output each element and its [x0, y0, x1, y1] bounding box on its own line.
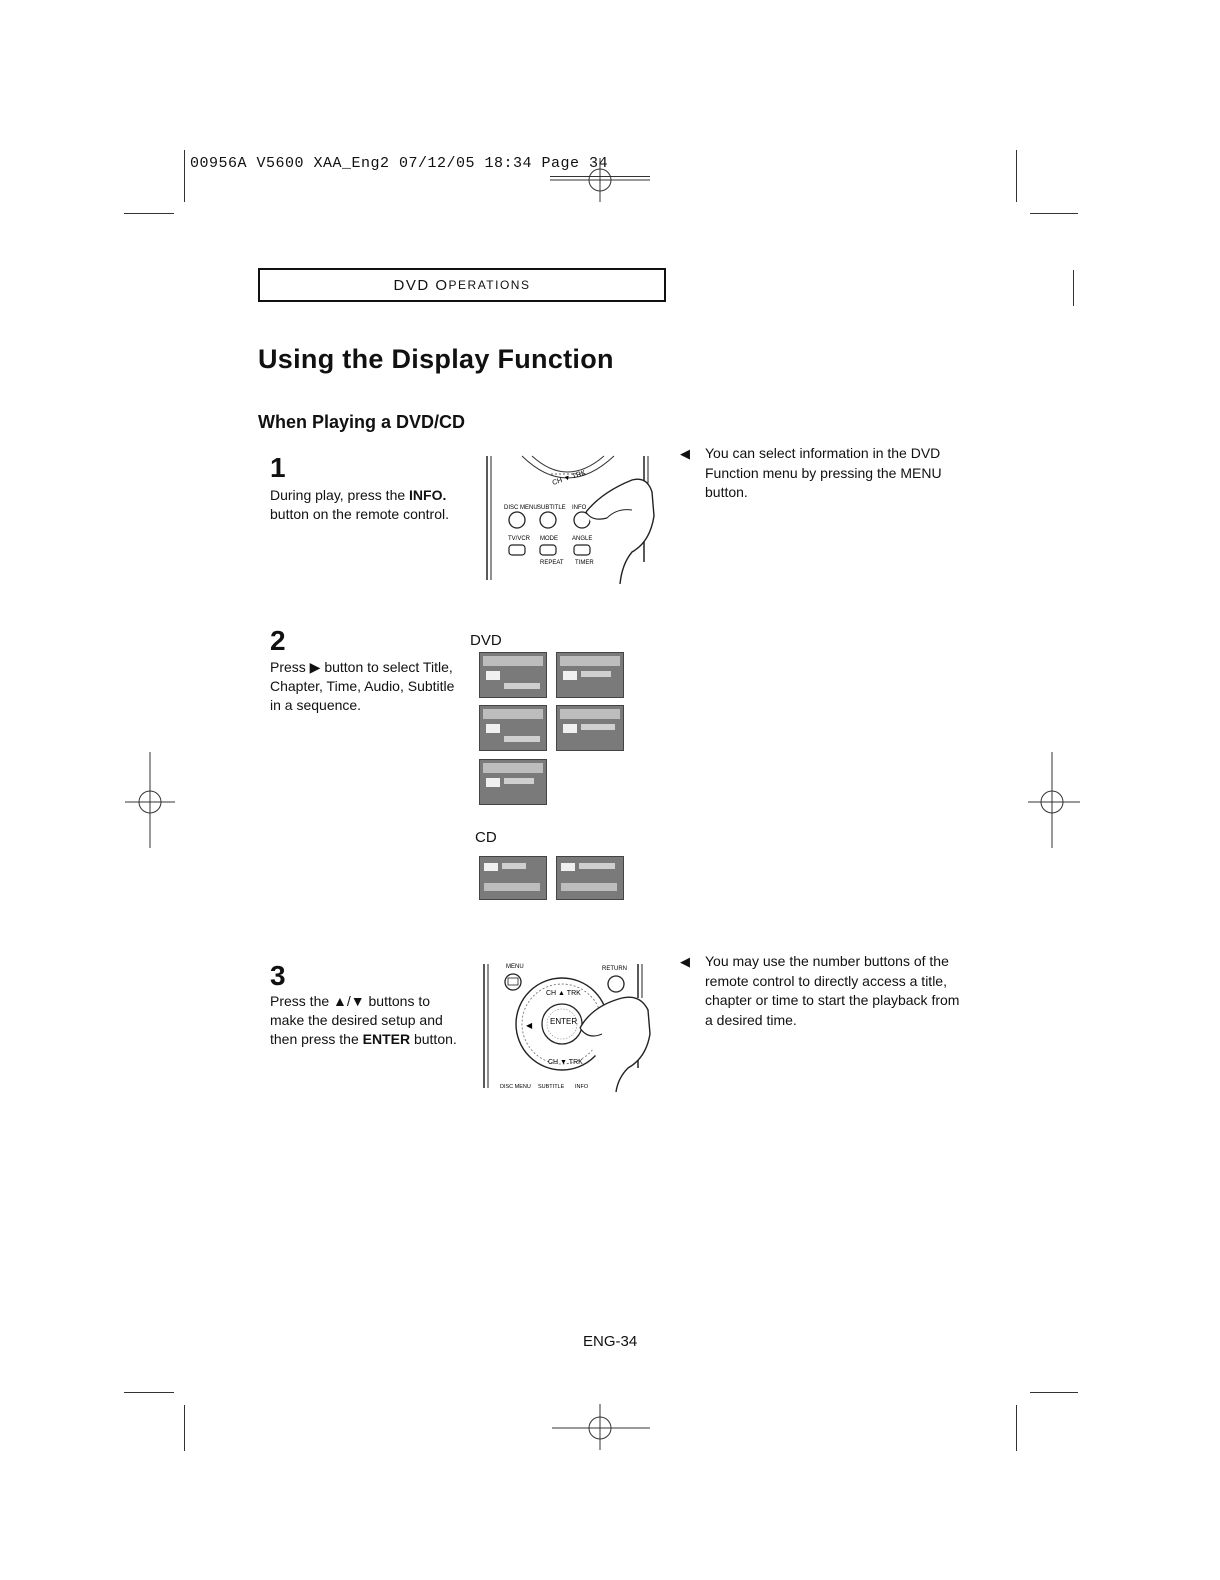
remote-subtitle-label-2: SUBTITLE: [538, 1084, 565, 1090]
crop-mark: [1016, 150, 1017, 202]
note-2: [680, 952, 960, 1030]
finger-icon: [586, 479, 654, 584]
section-header-cap: O: [435, 276, 449, 294]
step-3-text-b: button.: [410, 1031, 457, 1047]
remote-info-label: INFO: [572, 505, 587, 511]
note-2-text: You may use the number buttons of the remote control to directly access a title, chapter or time to start the playback from a desired time.: [705, 953, 960, 1028]
left-arrow-icon: ◀: [526, 1021, 533, 1030]
remote-angle-label: ANGLE: [572, 536, 593, 542]
remote-info-illustration: [482, 452, 662, 584]
remote-ch-down-label: CH ▼ TRK: [551, 469, 587, 487]
remote-mode-label: MODE: [540, 536, 558, 542]
crop-mark: [124, 213, 174, 214]
step-3-text: [270, 992, 468, 1049]
dvd-screen-title: [479, 652, 547, 698]
step-3-bold: ENTER: [362, 1031, 411, 1047]
section-header: [258, 268, 666, 302]
finger-icon: [580, 997, 650, 1092]
remote-enter-label: ENTER: [550, 1017, 578, 1026]
step-2-number: 2: [270, 625, 286, 656]
print-header: 00956A V5600 XAA_Eng2 07/12/05 18:34 Page 34: [190, 155, 609, 172]
step-1-text-b: button on the remote control.: [270, 506, 449, 522]
crop-mark: [1030, 213, 1078, 214]
step-1-text-a: During play, press the: [270, 487, 410, 503]
note-arrow-icon: ◀: [680, 446, 690, 461]
remote-tvvcr-label: TV/VCR: [508, 536, 531, 542]
crop-mark: [1016, 1405, 1017, 1451]
crop-mark: [184, 1405, 185, 1451]
dvd-screen-audio: [556, 705, 624, 751]
cd-screen-1: [479, 856, 547, 900]
registration-mark: [125, 752, 175, 852]
note-1-text: You can select information in the DVD Function menu by pressing the MENU button.: [705, 445, 942, 500]
remote-ch-down-label-2: CH ▼ TRK: [548, 1059, 583, 1066]
section-header-rest: PERATIONS: [448, 278, 531, 292]
remote-timer-label: TIMER: [575, 560, 594, 566]
crop-mark: [184, 150, 185, 202]
remote-subtitle-label: SUBTITLE: [537, 505, 566, 511]
cd-screen-2: [556, 856, 624, 900]
registration-mark: [552, 1404, 652, 1450]
cd-label: CD: [475, 829, 497, 846]
dvd-screen-chapter: [556, 652, 624, 698]
step-3-text-a: Press the ▲/▼ buttons to make the desired setup and then press the: [270, 993, 443, 1047]
remote-menu-label: MENU: [506, 964, 524, 970]
page-title: Using the Display Function: [258, 344, 614, 374]
remote-info-label-2: INFO: [575, 1084, 589, 1090]
page-subtitle: When Playing a DVD/CD: [258, 412, 466, 432]
crop-mark: [1073, 270, 1074, 306]
remote-return-label: RETURN: [602, 966, 627, 972]
step-1-text: [270, 486, 470, 524]
crop-mark: [1030, 1392, 1078, 1393]
dvd-screen-time: [479, 705, 547, 751]
registration-mark: [1028, 752, 1080, 852]
note-arrow-icon: ◀: [680, 954, 690, 969]
header-underline: [550, 176, 650, 177]
step-2-text: Press ▶ button to select Title, Chapter, Time, Audio, Subtitle in a sequence.: [270, 659, 455, 713]
page-number: ENG-34: [583, 1333, 638, 1350]
remote-disc-menu-label: DISC MENU: [504, 505, 538, 511]
dvd-screen-subtitle: [479, 759, 547, 805]
remote-repeat-label: REPEAT: [540, 560, 564, 566]
remote-enter-illustration: [480, 958, 662, 1092]
step-1-bold: INFO.: [409, 487, 447, 503]
step-3-number: 3: [270, 960, 286, 991]
remote-disc-menu-label-2: DISC MENU: [500, 1084, 531, 1090]
section-header-first: DVD: [393, 276, 430, 294]
crop-mark: [124, 1392, 174, 1393]
step-1-number: 1: [270, 452, 286, 483]
note-1: [680, 444, 940, 503]
dvd-label: DVD: [470, 632, 502, 649]
remote-ch-up-label: CH ▲ TRK: [546, 990, 581, 997]
